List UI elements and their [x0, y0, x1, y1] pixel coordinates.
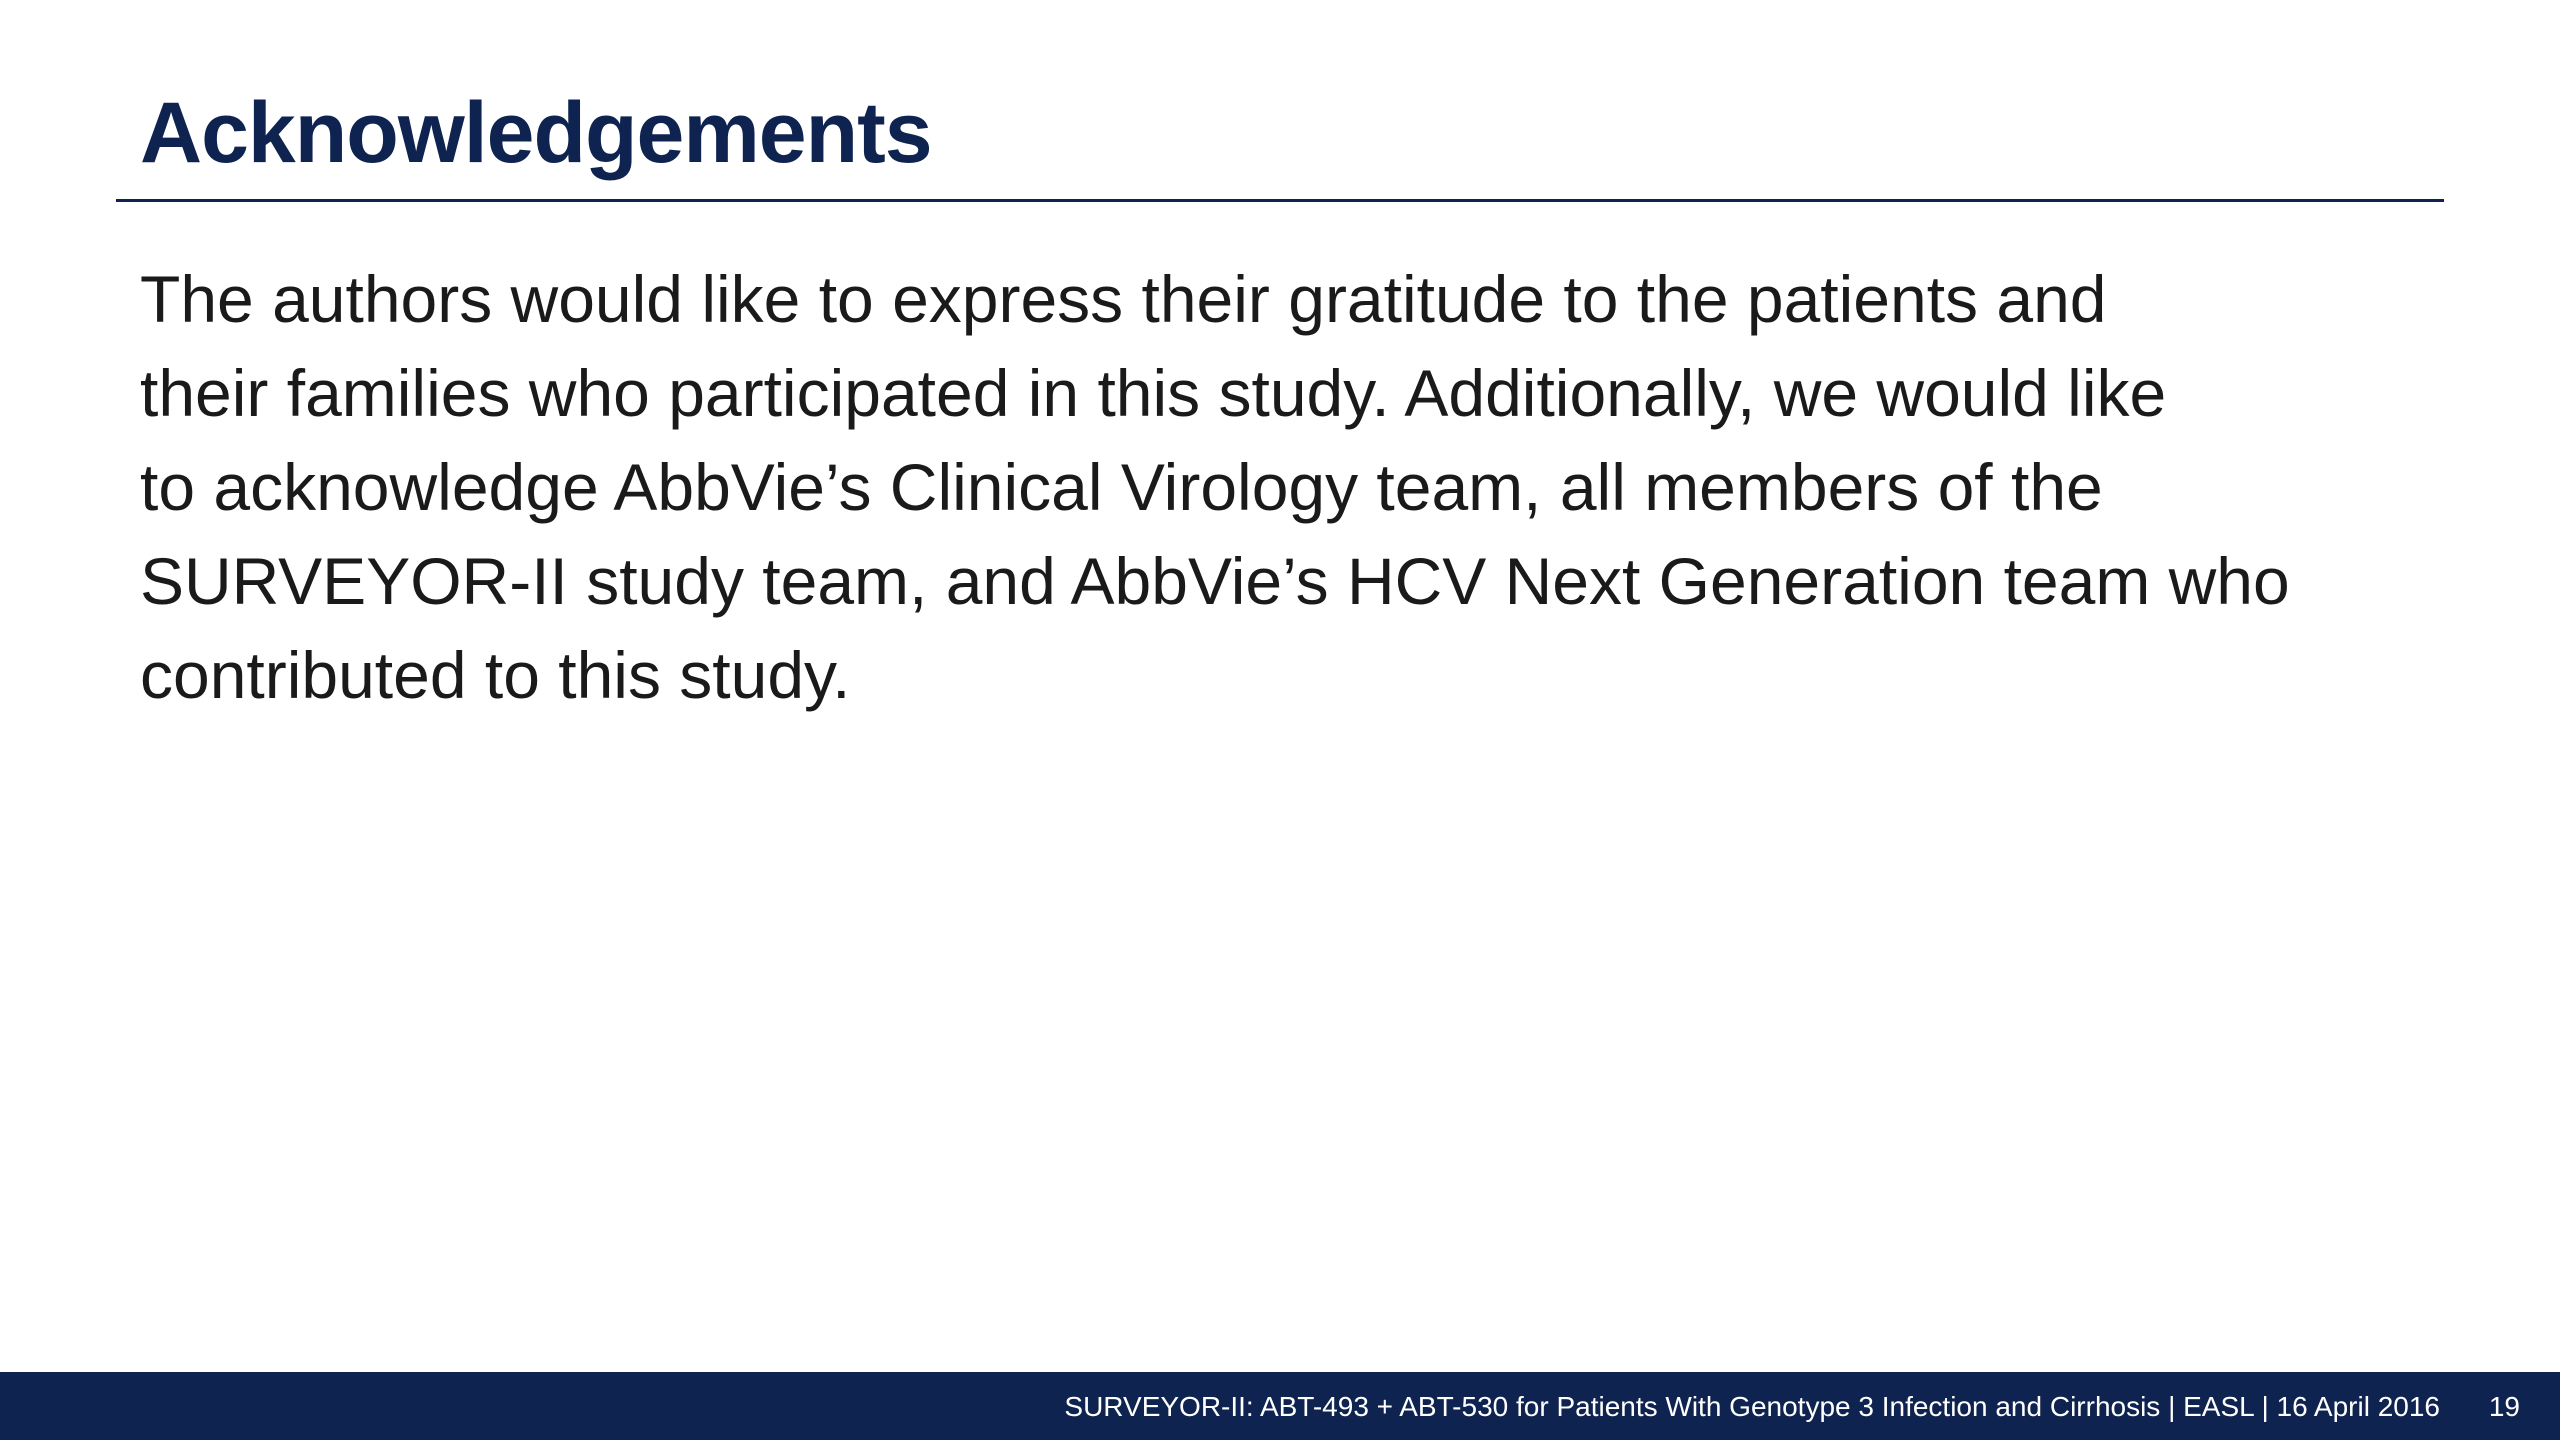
paragraph-line: The authors would like to express their gratitude to the patients and [140, 262, 2107, 336]
acknowledgement-paragraph [140, 252, 2470, 722]
paragraph-line: to acknowledge AbbVie’s Clinical Virology team, all members of the [140, 450, 2103, 524]
paragraph-line: their families who participated in this study. Additionally, we would like [140, 356, 2167, 430]
footer-bar [0, 1372, 2560, 1440]
title-divider [116, 199, 2444, 202]
paragraph-line: contributed to this study. [140, 638, 851, 712]
page-number: 19 [2488, 1391, 2520, 1422]
slide-title: Acknowledgements [140, 85, 932, 181]
footer-citation: SURVEYOR-II: ABT-493 + ABT-530 for Patients With Genotype 3 Infection and Cirrhosis | EASL | 16 April 2016 [1064, 1391, 2440, 1422]
paragraph-line: SURVEYOR-II study team, and AbbVie’s HCV Next Generation team who [140, 544, 2290, 618]
